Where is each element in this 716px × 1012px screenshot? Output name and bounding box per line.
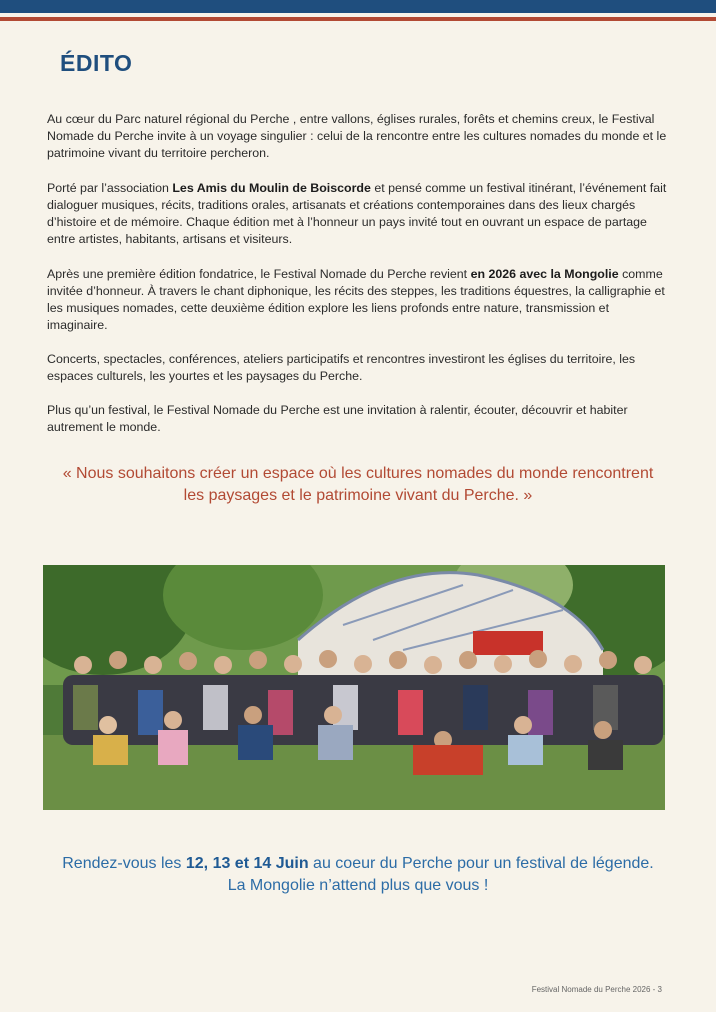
pull-quote-line-1: « Nous souhaitons créer un espace où les cultures nomades du monde rencontrent: [62, 465, 654, 482]
guest-country-highlight: en 2026 avec la Mongolie: [470, 267, 619, 281]
group-photo-illustration: [43, 565, 665, 810]
group-photo: [43, 565, 665, 810]
pull-quote-line-2: les paysages et le patrimoine vivant du Perche. »: [183, 487, 533, 504]
paragraph-edition-text-c: comme invitée d’honneur. À travers le chant diphonique, les récits des steppes, les traditions équestres, la calligraphie et les musiques nomades, cette deuxième édition explore les liens profonds entre nature, transmission et imaginaire.: [47, 267, 665, 332]
paragraph-intro: Au cœur du Parc naturel régional du Perche , entre vallons, églises rurales, forêts et chemins creux, le Festival Nomade du Perche invite à un voyage singulier : celui de la rencontre entre les cultures nomades du monde et le patrimoine vivant du territoire percheron.: [47, 112, 667, 160]
cta-line-1: [20, 853, 696, 875]
cta-line-2: La Mongolie n’attend plus que vous !: [227, 877, 489, 894]
header-band-blue: [0, 0, 716, 13]
call-to-action: [20, 853, 696, 897]
festival-dates: 12, 13 et 14 Juin: [185, 855, 309, 872]
page-title: ÉDITO: [60, 50, 133, 76]
paragraph-association-text-a: Porté par l’association: [47, 181, 173, 195]
paragraph-edition-text-a: Après une première édition fondatrice, le Festival Nomade du Perche revient: [47, 267, 471, 281]
paragraph-program: Concerts, spectacles, conférences, ateliers participatifs et rencontres investiront les églises du territoire, les espaces culturels, les yourtes et les paysages du Perche.: [47, 352, 636, 383]
association-name: Les Amis du Moulin de Boiscorde: [172, 181, 371, 195]
paragraph-association-text-c: et pensé comme un festival itinérant, l’événement fait dialoguer musiques, récits, traditions orales, artisanats et créations contemporaines dans des lieux chargés d’histoire et de mémoire. Chaque édition met à l’honneur un pays invité tout en ouvrant un espace de partage entre artistes, habitants, artisans et visiteurs.: [47, 181, 667, 246]
paragraph-association: [47, 180, 667, 248]
cta-text-c: au coeur du Perche pour un festival de légende.: [308, 855, 654, 872]
page-footer: Festival Nomade du Perche 2026 - 3: [531, 985, 662, 994]
paragraph-invitation: Plus qu’un festival, le Festival Nomade du Perche est une invitation à ralentir, écouter, découvrir et habiter autrement le monde.: [47, 403, 628, 434]
paragraph-edition-2026: [47, 266, 667, 334]
pull-quote: [40, 463, 676, 507]
header-band-red: [0, 17, 716, 21]
cta-text-a: Rendez-vous les: [62, 855, 186, 872]
